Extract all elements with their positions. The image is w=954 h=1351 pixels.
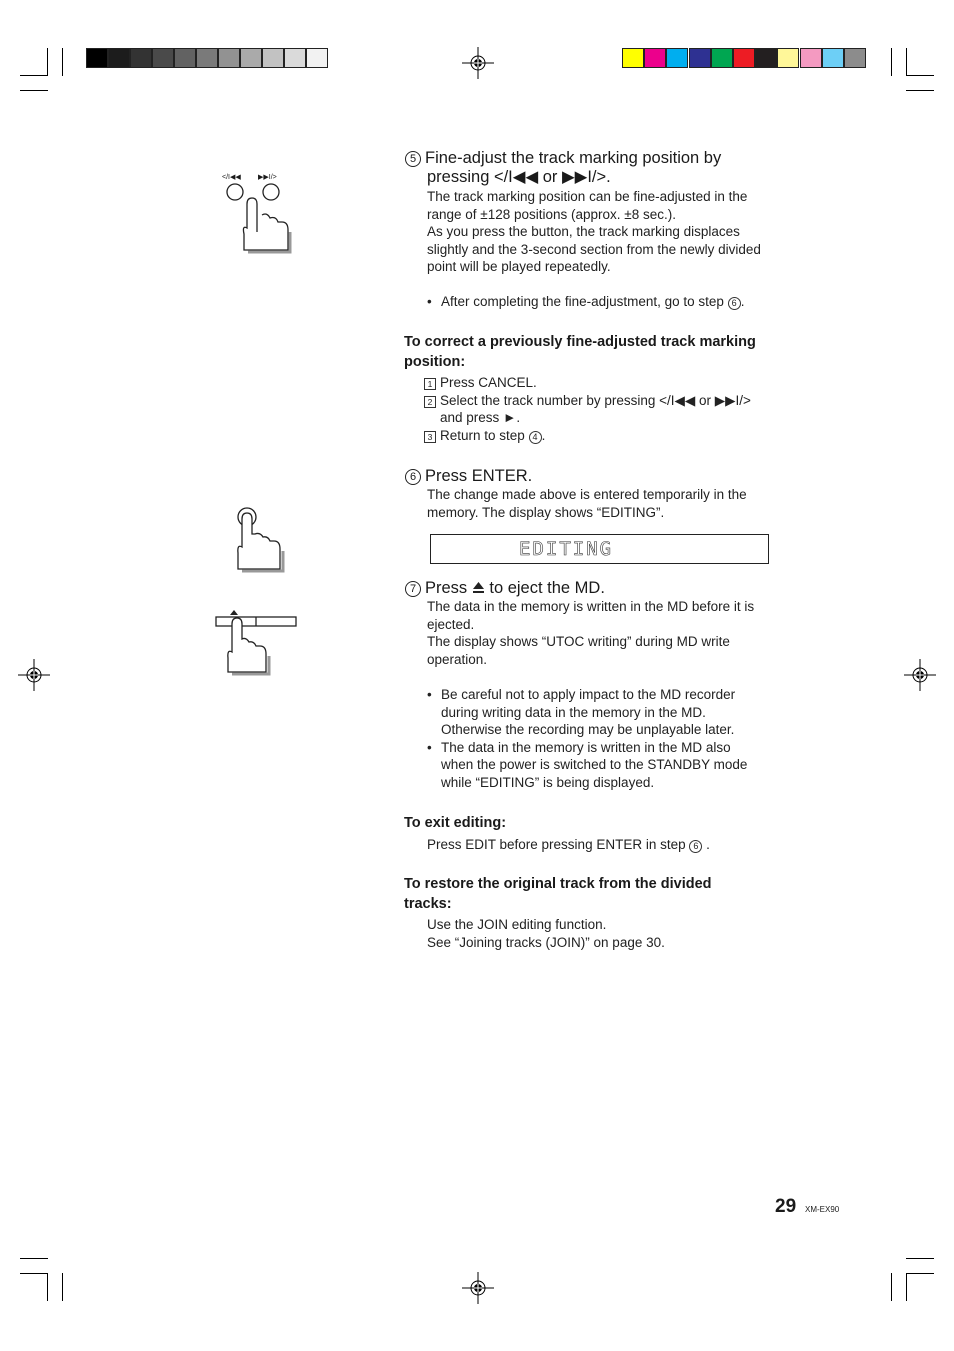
display-panel xyxy=(430,534,769,564)
gray-swatch xyxy=(108,48,130,68)
crop-mark xyxy=(20,90,48,91)
correct-steps xyxy=(424,374,751,444)
color-swatch xyxy=(755,48,777,68)
restore-section-text: Use the JOIN editing function. See “Joining tracks (JOIN)” on page 30. xyxy=(427,917,665,950)
gray-swatch xyxy=(174,48,196,68)
crop-mark xyxy=(20,1273,48,1274)
crop-mark xyxy=(62,1273,63,1301)
restore-section-title: To restore the original track from the divided tracks: xyxy=(404,876,712,912)
crop-mark xyxy=(906,1273,907,1301)
crop-mark xyxy=(891,1273,892,1301)
crop-mark xyxy=(47,1273,48,1301)
step7-description: The data in the memory is written in the MD before it is ejected. The display shows “UTOC writing” during MD write operation. xyxy=(427,599,755,667)
gray-swatch xyxy=(306,48,328,68)
skip-forward-label: ▶▶I/> xyxy=(258,174,277,181)
crop-mark xyxy=(891,48,892,76)
color-swatch xyxy=(733,48,755,68)
gray-swatch xyxy=(130,48,152,68)
step-number: 6 xyxy=(405,469,421,485)
list-item: and press ►. xyxy=(440,410,521,426)
color-swatch xyxy=(777,48,799,68)
step5-bullet: • After completing the fine-adjustment, go to step 6 . xyxy=(427,293,744,311)
step5-description: The track marking position can be fine-adjusted in the range of ±128 positions (approx. ±8 sec.). As you press the button, the track marking displaces slightly and the 3-second section from the newly divided point will be played repeatedly. xyxy=(427,189,761,275)
step-number: 7 xyxy=(405,581,421,597)
registration-mark-icon xyxy=(462,47,494,79)
crop-mark xyxy=(906,48,907,76)
crop-mark xyxy=(906,1258,934,1259)
list-item: 2 Select the track number by pressing </I◀◀ or ▶▶I/> xyxy=(424,392,751,410)
model-name: XM-EX90 xyxy=(805,1205,840,1214)
step5-heading: 5 Fine-adjust the track marking position by xyxy=(405,149,721,168)
color-swatch xyxy=(711,48,733,68)
step7-heading: 7 Press to eject the MD. xyxy=(405,579,605,598)
color-swatch xyxy=(689,48,711,68)
registration-mark-icon xyxy=(462,1272,494,1304)
crop-mark xyxy=(47,48,48,76)
gray-swatch xyxy=(86,48,108,68)
enter-button-hand-icon xyxy=(228,503,288,578)
color-swatch xyxy=(800,48,822,68)
gray-swatch xyxy=(196,48,218,68)
skip-back-label: </I◀◀ xyxy=(222,174,241,181)
gray-swatch xyxy=(240,48,262,68)
color-swatch xyxy=(644,48,666,68)
page-number: 29 xyxy=(775,1196,797,1217)
eject-button-hand-icon xyxy=(212,606,302,686)
gray-swatch xyxy=(284,48,306,68)
exit-section-title: To exit editing: xyxy=(404,815,507,831)
skip-buttons-illustration xyxy=(218,170,298,260)
eject-icon xyxy=(472,581,485,594)
correct-section-title: To correct a previously fine-adjusted track marking position: xyxy=(404,334,756,370)
registration-mark-icon xyxy=(18,659,50,691)
crop-mark xyxy=(906,75,934,76)
display-text: EDITING xyxy=(519,538,614,560)
step-number: 5 xyxy=(405,151,421,167)
crop-mark xyxy=(20,75,48,76)
color-swatch xyxy=(844,48,866,68)
exit-section-text: Press EDIT before pressing ENTER in step 6 . xyxy=(427,837,710,852)
gray-swatch xyxy=(262,48,284,68)
crop-mark xyxy=(20,1258,48,1259)
color-swatch xyxy=(666,48,688,68)
gray-swatch xyxy=(152,48,174,68)
step6-heading: 6 Press ENTER. xyxy=(405,467,532,486)
step5-heading-line2: pressing </I◀◀ or ▶▶I/>. xyxy=(427,168,611,186)
list-item: • The data in the memory is written in the MD also when the power is switched to the STANDBY mode while “EDITING” is being displayed. xyxy=(427,739,747,792)
list-item: 3 Return to step 4 . xyxy=(424,427,751,445)
list-item: 1 Press CANCEL. xyxy=(424,374,751,392)
crop-mark xyxy=(906,1273,934,1274)
color-swatch xyxy=(622,48,644,68)
list-item: • Be careful not to apply impact to the MD recorder during writing data in the memory in the MD. Otherwise the recording may be unplayable later. xyxy=(427,686,747,739)
crop-mark xyxy=(62,48,63,76)
step6-description: The change made above is entered temporarily in the memory. The display shows “EDITING”. xyxy=(427,487,747,520)
color-swatch xyxy=(822,48,844,68)
registration-mark-icon xyxy=(904,659,936,691)
gray-swatch xyxy=(218,48,240,68)
crop-mark xyxy=(906,90,934,91)
step7-bullets xyxy=(427,686,747,792)
hand-pressing-icon xyxy=(218,170,298,260)
